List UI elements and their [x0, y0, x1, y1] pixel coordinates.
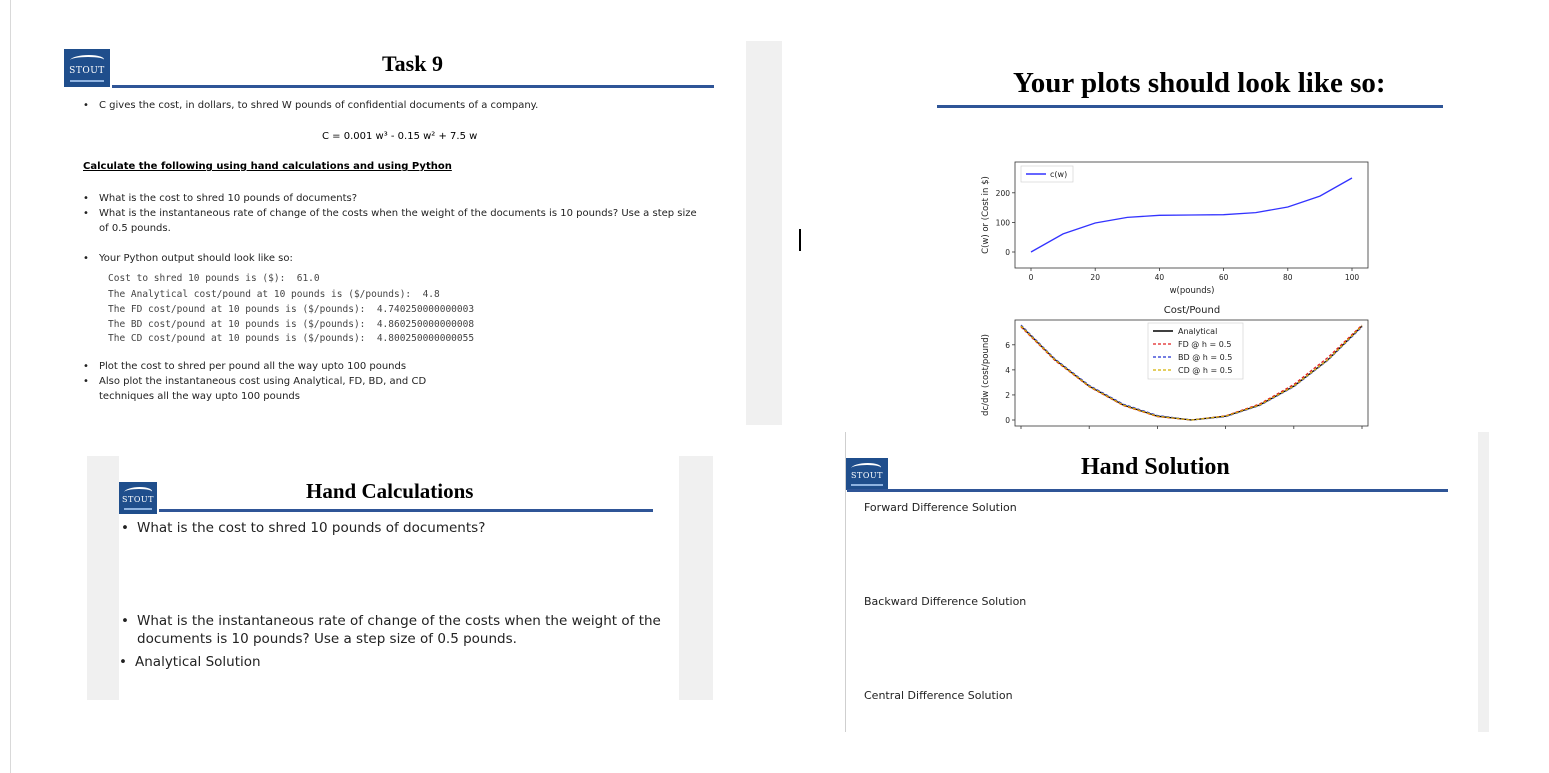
analytical-solution-label: • Analytical Solution	[135, 654, 261, 670]
slide-side-margin	[679, 456, 713, 700]
legend-label: CD @ h = 0.5	[1178, 366, 1233, 375]
python-output-line: The BD cost/pound at 10 pounds is ($/pounds): 4.860250000000008	[108, 319, 475, 330]
slide-side-margin	[746, 41, 782, 425]
slide-title: Hand Solution	[1081, 454, 1230, 480]
legend-label: FD @ h = 0.5	[1178, 340, 1232, 349]
python-output-line: The FD cost/pound at 10 pounds is ($/pounds): 4.740250000000003	[108, 304, 475, 315]
question-2-cont: documents is 10 pounds? Use a step size of 0.5 pounds.	[137, 631, 517, 647]
title-rule	[937, 105, 1443, 108]
legend-label: c(w)	[1050, 170, 1068, 179]
x-tick-label: 80	[1283, 273, 1293, 282]
legend-label: Analytical	[1178, 327, 1218, 336]
intro-text: • C gives the cost, in dollars, to shred W pounds of confidential documents of a company.	[99, 100, 538, 111]
slide-side-margin	[1478, 432, 1489, 732]
question-2: • What is the instantaneous rate of change of the costs when the weight of the	[137, 613, 661, 629]
y-axis-label: C(w) or (Cost in $)	[981, 176, 991, 254]
chart-title: Cost/Pound	[1163, 305, 1221, 316]
slide-title: Your plots should look like so:	[1013, 67, 1386, 99]
slide-task9[interactable]	[24, 41, 782, 425]
x-tick-label: 100	[1344, 273, 1360, 282]
plot-instruction-2: • Also plot the instantaneous cost using Analytical, FD, BD, and CD	[99, 376, 426, 387]
legend	[1021, 166, 1073, 182]
plot-instruction-1: • Plot the cost to shred per pound all the way upto 100 pounds	[99, 361, 406, 372]
slide-title: Task 9	[382, 51, 443, 76]
question-2: • What is the instantaneous rate of change of the costs when the weight of the documents is 10 pounds? Use a step size	[99, 208, 697, 219]
window-left-border	[10, 0, 11, 773]
title-rule	[159, 509, 653, 512]
x-tick-label: 20	[1090, 273, 1100, 282]
y-axis-label: dc/dw (cost/pound)	[981, 334, 991, 416]
stout-logo: STOUT	[119, 482, 157, 514]
forward-difference-label: Forward Difference Solution	[864, 501, 1017, 514]
cost-chart	[975, 155, 1395, 300]
calc-heading: Calculate the following using hand calculations and using Python	[83, 161, 452, 172]
title-rule	[112, 85, 714, 88]
x-tick-label: 60	[1218, 273, 1229, 282]
question-1: • What is the cost to shred 10 pounds of documents?	[99, 193, 357, 204]
stout-logo: STOUT	[64, 49, 110, 87]
x-tick-label: 40	[1154, 273, 1165, 282]
slide-title: Hand Calculations	[306, 479, 474, 503]
rate-chart	[975, 300, 1395, 430]
y-tick-label: 2	[1005, 390, 1010, 400]
slide-hand-solution[interactable]	[833, 432, 1489, 732]
stout-logo: STOUT	[846, 458, 888, 490]
y-tick-label: 0	[1005, 416, 1010, 425]
question-2-cont: of 0.5 pounds.	[99, 223, 171, 234]
python-output-line: The CD cost/pound at 10 pounds is ($/pounds): 4.800250000000055	[108, 333, 475, 344]
question-1: • What is the cost to shred 10 pounds of documents?	[137, 520, 485, 536]
text-cursor	[799, 229, 801, 251]
backward-difference-label: Backward Difference Solution	[864, 595, 1027, 608]
x-axis-label: w(pounds)	[1169, 286, 1215, 296]
cost-formula: C = 0.001 w³ - 0.15 w² + 7.5 w	[322, 131, 478, 142]
y-tick-label: 4	[1005, 365, 1010, 375]
slide-hand-calculations[interactable]	[87, 456, 713, 700]
python-intro: • Your Python output should look like so:	[99, 253, 293, 264]
python-output-line: The Analytical cost/pound at 10 pounds is ($/pounds): 4.8	[108, 289, 440, 300]
title-rule	[847, 489, 1448, 492]
legend-label: BD @ h = 0.5	[1178, 353, 1233, 362]
y-tick-label: 6	[1005, 340, 1010, 350]
python-output-line: Cost to shred 10 pounds is ($): 61.0	[108, 273, 320, 284]
y-tick-label: 200	[995, 188, 1010, 198]
central-difference-label: Central Difference Solution	[864, 689, 1013, 702]
slide-side-margin	[87, 456, 119, 700]
y-tick-label: 0	[1005, 248, 1010, 257]
plot-instruction-2-cont: techniques all the way upto 100 pounds	[99, 391, 300, 402]
x-tick-label: 0	[1028, 273, 1034, 282]
y-tick-label: 100	[995, 218, 1010, 228]
legend	[1148, 323, 1243, 379]
